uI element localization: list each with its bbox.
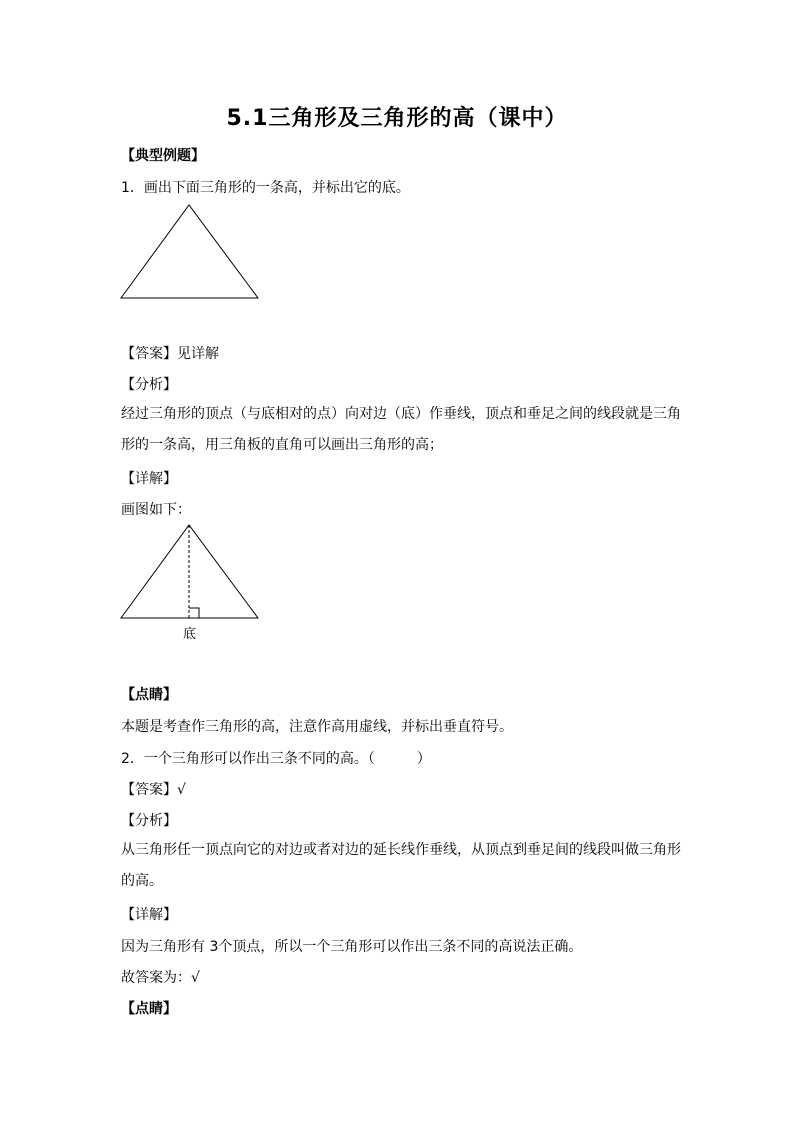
q2-analysis-text: 从三角形任一顶点向它的对边或者对边的延长线作垂线，从顶点到垂足间的线段叫做三角形的高。 xyxy=(121,842,681,889)
q2-detail-text: 因为三角形有 3个顶点，所以一个三角形可以作出三条不同的高说法正确。 xyxy=(121,939,583,955)
triangle-outline xyxy=(121,205,258,298)
right-angle-mark xyxy=(189,608,199,618)
q1-analysis-text: 经过三角形的顶点（与底相对的点）向对边（底）作垂线，顶点和垂足之间的线段就是三角形的一条高，用三角板的直角可以画出三角形的高； xyxy=(121,406,681,453)
base-label: 底 xyxy=(183,627,197,642)
q1-detail-label: 【详解】 xyxy=(121,471,177,487)
q1-comment-text: 本题是考查作三角形的高，注意作高用虚线，并标出垂直符号。 xyxy=(121,719,513,735)
q1-comment-label: 【点睛】 xyxy=(121,687,177,703)
q2-answer: 【答案】√ xyxy=(121,782,186,798)
q2-detail-label: 【详解】 xyxy=(121,907,177,923)
triangle-figure xyxy=(121,205,261,300)
page-title: 5.1三角形及三角形的高（课中） xyxy=(226,106,568,131)
q1-analysis-label: 【分析】 xyxy=(121,377,177,393)
q2-analysis-label: 【分析】 xyxy=(121,813,177,829)
q1-answer: 【答案】见详解 xyxy=(121,346,219,362)
triangle-with-height-figure xyxy=(121,525,261,620)
question-1-text: 1．画出下面三角形的一条高，并标出它的底。 xyxy=(121,180,410,196)
q2-conclusion: 故答案为：√ xyxy=(121,970,200,986)
section-heading: 【典型例题】 xyxy=(121,148,205,164)
question-2-text: 2．一个三角形可以作出三条不同的高。（ ） xyxy=(121,751,431,767)
q1-detail-text: 画图如下： xyxy=(121,502,191,518)
q2-comment-label: 【点睛】 xyxy=(121,1001,177,1017)
